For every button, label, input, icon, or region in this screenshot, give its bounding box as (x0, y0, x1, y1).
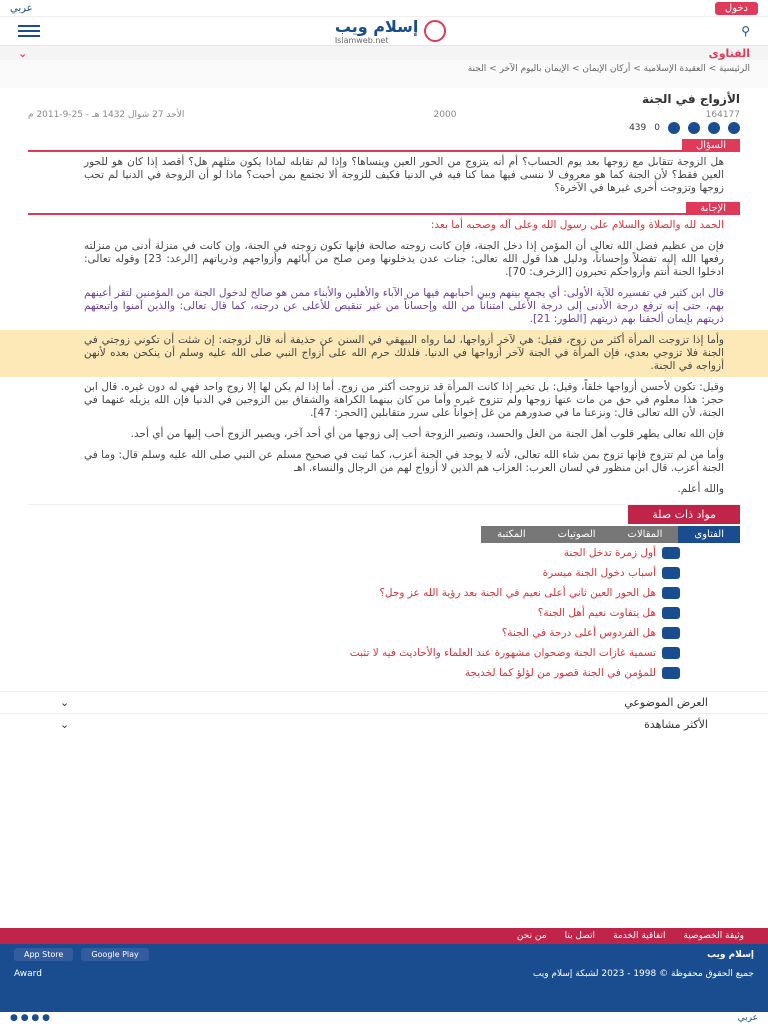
tab-library[interactable]: المكتبة (481, 526, 542, 543)
googleplay-button[interactable]: Google Play (81, 948, 148, 961)
fatwa-icon (662, 667, 680, 679)
footer-link[interactable]: اتصل بنا (564, 931, 596, 941)
footer-apps (0, 944, 768, 965)
list-item[interactable] (48, 567, 680, 579)
site-footer (0, 928, 768, 1024)
bottom-bar (0, 1012, 768, 1024)
fatwa-icon (662, 567, 680, 579)
list-item-label: للمؤمن في الجنة قصور من لؤلؤ كما لخديجة (464, 667, 656, 679)
list-item[interactable] (48, 587, 680, 599)
list-item-label: أول زمرة تدخل الجنة (563, 547, 656, 559)
fatwa-icon (662, 647, 680, 659)
expander-label: العرض الموضوعي (624, 696, 708, 709)
site-logo[interactable] (335, 17, 447, 45)
breadcrumb: الرئيسية > العقيدة الإسلامية > أركان الإيمان > الإيمان باليوم الآخر > الجنة (0, 60, 768, 88)
chevron-down-icon: ⌄ (60, 696, 70, 709)
share-count: 439 (629, 123, 647, 133)
footer-link[interactable]: وثيقة الخصوصية (683, 931, 744, 941)
list-item[interactable] (48, 667, 680, 679)
list-item-label: تسمية غازات الجنة وضحوان مشهورة عند العلماء والأحاديث فيه لا تثبت (349, 647, 656, 659)
related-section (28, 504, 740, 691)
question-label: السؤال (682, 139, 740, 152)
answer-label-bar (28, 199, 740, 215)
related-list (28, 543, 740, 691)
tab-fatwas[interactable]: الفتاوى (678, 526, 740, 543)
list-item[interactable] (48, 547, 680, 559)
fatwa-number: 164177 (705, 110, 740, 120)
fatwa-date: الأحد 27 شوال 1432 هـ - 25-9-2011 م (28, 110, 185, 120)
chevron-down-icon: ⌄ (60, 718, 70, 731)
answer-paragraph: وقيل: تكون لأحسن أزواجها خلقاً، وقيل: بل تخير إذا كانت المرأة قد تزوجت أكثر من زوج. أما إذا لم يكن لها إلا زوج واحد فهي له دون غيره. قال ابن حجر: هذا معلوم في حق من مات عنها زوجها ولم تتزوج غيره وأما من كان بينهما الكراهة والشقاق بين الزوجين في الدنيا فإن الله يزيله عنهما في الجنة، لأن الله تعالى قال: ونزعنا ما في صدورهم من غل إخواناً على سرر متقابلين [الحجر: 47]. (84, 381, 724, 419)
award-badge: Award (14, 969, 42, 979)
answer-paragraph: فإن من عظيم فضل الله تعالى أن المؤمن إذا دخل الجنة، فإن كانت زوجته صالحة فإنها تكون زوجته في الجنة، وإن كانت في منزلة أدنى من منزلته رفعها الله إليه تفضلاً وإحساناً، ودليل هذا قول الله تعالى: جنات عدن يدخلونها ومن صلح من آبائهم وأزواجهم وذرياتهم [الرعد: 23] وقوله تعالى: ادخلوا الجنة أنتم وأزواجكم تحبرون [الزخرف: 70]. (84, 240, 725, 278)
answer-closing: والله أعلم. (677, 483, 724, 495)
twitter-icon[interactable] (688, 122, 700, 134)
page-title: الأزواج في الجنة (642, 92, 740, 106)
menu-icon[interactable] (18, 22, 40, 40)
fatwa-icon (662, 547, 680, 559)
answer-opening: الحمد لله والصلاة والسلام على رسول الله وعلى آله وصحبه أما بعد: (430, 219, 724, 231)
search-icon[interactable]: ⚲ (741, 24, 750, 38)
footer-links (0, 928, 768, 944)
copyright: جميع الحقوق محفوظة © 1998 - 2023 لشبكة إسلام ويب (532, 969, 754, 979)
top-bar (0, 0, 768, 17)
logo-icon (424, 20, 446, 42)
breadcrumb-item[interactable]: العقيدة الإسلامية (643, 64, 706, 74)
answer-paragraph: وأما من لم تتزوج فإنها تزوج بمن شاء الله تعالى، لأنه لا يوجد في الجنة أعزب، كما ثبت في صحيح مسلم عن النبي صلى الله عليه وسلم قال: وما في الجنة أعزب. قال ابن منظور في لسان العرب: العزاب هم الذين لا أزواج لهم من الرجال والنساء. اهـ (84, 449, 724, 474)
answer-paragraph-highlight: وأما إذا تزوجت المرأة أكثر من زوج، فقيل: هي لآخر أزواجها، لما رواه البيهقي في السنن عن حذيفة أنه قال لزوجته: إن شئت أن تكوني زوجتي في الجنة فلا تزوجي بعدي، فإن المرأة في الجنة لآخر أزواجها في الدنيا. فلذلك حرم الله على أزواج النبي صلى الله عليه وسلم أن ينكحن بعده لأنهن أزواجه في الجنة. (0, 330, 768, 377)
expander-most-viewed[interactable] (0, 713, 768, 735)
question-text: هل الزوجة تتقابل مع زوجها بعد يوم الحساب؟ أم أنه يتزوج من الحور العين وينساها؟ وإذا لم تقابله لماذا يكون مثلهم هل؟ أقصد إذا كان هو للحور العين فقط؟ لأن الجنة كما هو معروف لا ننسى فيها مما كنا فيه في الدنيا فكيف للزوجة ألا تجتمع بمن أحبت؟ ماذا لو أن الزوجة في الدنيا لم تحب زوجها وتزوجت أخرى غيرها في الآخرة؟ (84, 156, 724, 194)
section-title[interactable]: الفتاوى (708, 46, 750, 60)
breadcrumb-item[interactable]: الرئيسية (719, 64, 750, 74)
expander-topical[interactable] (0, 691, 768, 713)
related-title: مواد ذات صلة (628, 505, 740, 524)
brand-name: إسلام ويب (334, 17, 419, 36)
appstore-button[interactable]: App Store (14, 948, 73, 961)
tab-audio[interactable]: الصوتيات (542, 526, 612, 543)
question-label-bar (28, 136, 740, 152)
breadcrumb-item[interactable]: الجنة (467, 64, 487, 74)
tab-articles[interactable]: المقالات (612, 526, 679, 543)
social-icons: ● ● ● ● (10, 1013, 50, 1023)
site-header (0, 17, 768, 46)
like-count: 0 (654, 123, 660, 133)
list-item[interactable] (48, 647, 680, 659)
fatwa-icon (662, 607, 680, 619)
answer-paragraph: فإن الله تعالى يطهر قلوب أهل الجنة من الغل والحسد، وتصير الزوجة أحب إلى زوجها من أي أحد آخر، ويصير الزوج أحب إليها من أي أحد. (130, 428, 724, 440)
language-switch[interactable]: عربي (737, 1013, 758, 1023)
answer-paragraph: قال ابن كثير في تفسيره للآية الأولى: أي يجمع بينهم وبين أحبابهم فيها من الآباء والأهلين والأبناء ممن هو صالح لدخول الجنة من المؤمنين لتقر أعينهم بهم، حتى إنه ترفع درجة الأدنى إلى درجة الأعلى امتناناً من الله وإحساناً من غير تنقيص للأعلى عن درجته، كما قال تعالى: والذين آمنوا واتبعتهم ذريتهم بإيمان ألحقنا بهم ذريتهم [الطور: 21]. (84, 287, 724, 325)
list-item-label: أسباب دخول الجنة ميسرة (542, 567, 656, 579)
list-item-label: هل يتفاوت نعيم أهل الجنة؟ (537, 607, 656, 619)
breadcrumb-item[interactable]: الإيمان باليوم الآخر (499, 64, 570, 74)
footer-link[interactable]: اتفاقية الخدمة (613, 931, 666, 941)
breadcrumb-item[interactable]: أركان الإيمان (582, 64, 631, 74)
fatwa-meta (0, 110, 768, 120)
link-icon[interactable] (728, 122, 740, 134)
fatwa-icon (662, 627, 680, 639)
share-bar (0, 120, 768, 136)
list-item[interactable] (48, 627, 680, 639)
list-item[interactable] (48, 607, 680, 619)
brand-domain: Islamweb.net (334, 36, 389, 45)
related-tabs (28, 526, 740, 543)
facebook-icon[interactable] (668, 122, 680, 134)
whatsapp-icon[interactable] (708, 122, 720, 134)
expander-label: الأكثر مشاهدة (644, 718, 708, 731)
footer-logo: إسلام ويب (707, 949, 754, 960)
footer-copyright-row (0, 965, 768, 983)
language-switch[interactable]: عربي (10, 2, 33, 14)
chevron-down-icon[interactable]: ⌄ (18, 46, 28, 60)
list-item-label: هل الحور العين ثاني أعلى نعيم في الجنة بعد رؤية الله عز وجل؟ (379, 587, 656, 599)
fatwa-icon (662, 587, 680, 599)
fatwa-views: 2000 (433, 110, 457, 120)
answer-label: الإجابة (686, 202, 740, 215)
footer-link[interactable]: من نحن (516, 931, 547, 941)
list-item-label: هل الفردوس أعلى درجة في الجنة؟ (501, 627, 656, 639)
login-button[interactable]: دخول (715, 2, 758, 15)
section-bar (0, 46, 768, 60)
